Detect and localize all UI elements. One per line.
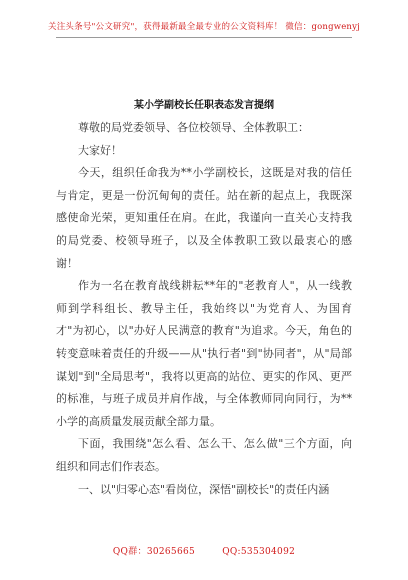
salutation: 尊敬的局党委领导、各位校领导、全体教职工： <box>78 121 309 134</box>
footer-qq-group: QQ群：30265665 <box>112 547 196 557</box>
document-title: 某小学副校长任职表态发言提纲 <box>134 100 274 111</box>
page-footer <box>0 544 408 557</box>
footer-qq: QQ:535304092 <box>222 547 296 557</box>
document-body <box>56 117 352 501</box>
body-paragraph: 下面，我围绕"怎么看、怎么干、怎么做"三个方面，向组织和同志们作表态。 <box>56 437 352 473</box>
greeting: 大家好！ <box>78 143 122 157</box>
body-paragraph: 今天，组织任命我为**小学副校长，这既是对我的信任与肯定，更是一份沉甸甸的责任。站在新的起点上，我既深感使命光荣，更知重任在肩。在此，我谨向一直关心支持我的局党委、校领导班子，以及全体教职工致以最衷心的感谢！ <box>56 166 352 270</box>
header-divider <box>56 37 352 38</box>
page-header-text: 关注头条号"公文研究"，获得最新最全最专业的公文资料库！ 微信：gongwenyj <box>48 22 360 32</box>
section-heading: 一、以"归零心态"看岗位，深悟"副校长"的责任内涵 <box>78 482 330 496</box>
body-paragraph: 作为一名在教育战线耕耘**年的"老教育人"，从一线教师到学科组长、教导主任，我始终以"为党育人、为国育才"为初心，以"办好人民满意的教育"为追求。今天，角色的转变意味着责任的升级——从"执行者"到"协同者"，从"局部谋划"到"全局思考"，我将以更高的站位、更实的作风、更严的标准，与班子成员并肩作战，与全体教师同向同行，为**小学的高质量发展贡献全部力量。 <box>56 279 352 428</box>
